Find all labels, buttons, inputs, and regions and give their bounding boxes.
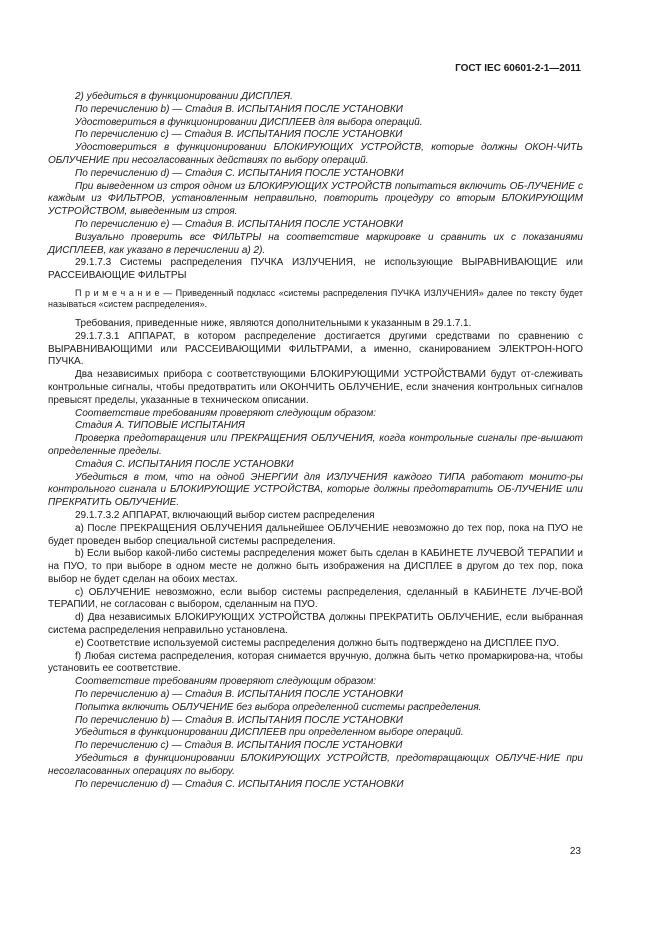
text-paragraph: Соответствие требованиям проверяют следующим образом: bbox=[75, 407, 377, 419]
page-number: 23 bbox=[569, 846, 581, 857]
text-paragraph: Два независимых прибора с соответствующими БЛОКИРУЮЩИМИ УСТРОЙСТВАМИ будут от-слеживать контрольные сигналы, чтобы предотвратить или ОКОНЧИТЬ ОБЛУЧЕНИЕ, если значения контрольных сигналов превысят пределы, указанные в техническом описании. bbox=[48, 369, 583, 406]
text-paragraph: По перечислению с) — Стадия В. ИСПЫТАНИЯ ПОСЛЕ УСТАНОВКИ bbox=[75, 740, 403, 752]
text-paragraph: Удостовериться в функционировании БЛОКИРУЮЩИХ УСТРОЙСТВ, которые должны ОКОН-ЧИТЬ ОБЛУЧЕНИЕ при несогласованных действиях по выбору операций. bbox=[48, 142, 583, 166]
text-paragraph: Проверка предотвращения или ПРЕКРАЩЕНИЯ ОБЛУЧЕНИЯ, когда контрольные сигналы пре-вышают определенные пределы. bbox=[48, 433, 583, 457]
text-paragraph: 2) убедиться в функционировании ДИСПЛЕЯ. bbox=[75, 91, 293, 102]
text-paragraph: Визуально проверить все ФИЛЬТРЫ на соответствие маркировке и сравнить их с показаниями ДИСПЛЕЕВ, как указано в перечислении а) 2). bbox=[48, 231, 583, 256]
text-paragraph: 29.1.7.3.1 АППАРАТ, в котором распределение достигается другими средствами по сравнению с ВЫРАВНИВАЮЩИМИ или РАССЕИВАЮЩИМИ ФИЛЬТРАМИ, а именно, сканированием ЭЛЕКТРОН-НОГО ПУЧКА. bbox=[48, 330, 583, 368]
text-paragraph: f) Любая система распределения, которая снимается вручную, должна быть четко промаркирова-на, чтобы установить ее соответствие. bbox=[48, 650, 583, 675]
text-paragraph: По перечислению d) — Стадия С. ИСПЫТАНИЯ ПОСЛЕ УСТАНОВКИ bbox=[75, 778, 404, 790]
text-paragraph: d) Два независимых БЛОКИРУЮЩИХ УСТРОЙСТВА должны ПРЕКРАТИТЬ ОБЛУЧЕНИЕ, если выбранная система распределения неправильно установлена. bbox=[48, 612, 583, 637]
text-paragraph: Убедиться в функционировании БЛОКИРУЮЩИХ УСТРОЙСТВ, предотвращающих ОБЛУЧЕ-НИЕ при несогласованных операциях по выбору. bbox=[48, 753, 583, 777]
text-paragraph: Стадия А. ТИПОВЫЕ ИСПЫТАНИЯ bbox=[75, 420, 245, 432]
text-paragraph: 29.1.7.3 Системы распределения ПУЧКА ИЗЛУЧЕНИЯ, не использующие ВЫРАВНИВАЮЩИЕ или РАССЕИВАЮЩИЕ ФИЛЬТРЫ bbox=[48, 257, 583, 282]
text-paragraph: 29.1.7.3.2 АППАРАТ, включающий выбор систем распределения bbox=[75, 509, 375, 521]
text-paragraph: По перечислению е) — Стадия В. ИСПЫТАНИЯ ПОСЛЕ УСТАНОВКИ bbox=[75, 218, 403, 230]
text-paragraph: При выведенном из строя одном из БЛОКИРУЮЩИХ УСТРОЙСТВ попытаться включить ОБ-ЛУЧЕНИЕ с каждым из ФИЛЬТРОВ, установленным неправильно, повторить процедуру со вторым БЛОКИРУЮЩИМ УСТРОЙСТВОМ, выведенным из строя. bbox=[48, 180, 583, 218]
text-paragraph: Соответствие требованиям проверяют следующим образом: bbox=[75, 676, 377, 688]
text-paragraph: Убедиться в функционировании ДИСПЛЕЕВ при определенном выборе операций. bbox=[75, 727, 464, 739]
document-code-header: ГОСТ IEC 60601-2-1—2011 bbox=[455, 63, 581, 74]
text-paragraph: а) После ПРЕКРАЩЕНИЯ ОБЛУЧЕНИЯ дальнейшее ОБЛУЧЕНИЕ невозможно до тех пор, пока на ПУО не будет проведен выбор специальной системы распределения. bbox=[48, 522, 583, 547]
text-paragraph: По перечислению d) — Стадия С. ИСПЫТАНИЯ ПОСЛЕ УСТАНОВКИ bbox=[75, 167, 404, 179]
text-paragraph: с) ОБЛУЧЕНИЕ невозможно, если выбор системы распределения, сделанный в КАБИНЕТЕ ЛУЧЕ-ВОЙ ТЕРАПИИ, не согласован с выбором, сделанным на ПУО. bbox=[48, 586, 583, 611]
text-paragraph: Стадия С. ИСПЫТАНИЯ ПОСЛЕ УСТАНОВКИ bbox=[75, 458, 294, 470]
text-paragraph: По перечислению а) — Стадия В. ИСПЫТАНИЯ ПОСЛЕ УСТАНОВКИ bbox=[75, 689, 403, 701]
text-paragraph: По перечислению b) — Стадия В. ИСПЫТАНИЯ ПОСЛЕ УСТАНОВКИ bbox=[75, 103, 403, 115]
text-paragraph: По перечислению b) — Стадия В. ИСПЫТАНИЯ ПОСЛЕ УСТАНОВКИ bbox=[75, 714, 403, 726]
text-paragraph: Удостовериться в функционировании ДИСПЛЕЕВ для выбора операций. bbox=[75, 116, 423, 128]
text-paragraph: Убедиться в том, что на одной ЭНЕРГИИ для ИЗЛУЧЕНИЯ каждого ТИПА работают монито-ры контрольного сигнала и БЛОКИРУЮЩИЕ УСТРОЙСТВА, которые должны предотвратить ОБ-ЛУЧЕНИЕ или ПРЕКРАТИТЬ ОБЛУЧЕНИЕ. bbox=[48, 471, 583, 509]
note-paragraph: П р и м е ч а н и е — Приведенный подкласс «системы распределения ПУЧКА ИЗЛУЧЕНИЯ» далее по тексту будет называться «систем распределения». bbox=[48, 287, 583, 310]
text-paragraph: Требования, приведенные ниже, являются дополнительными к указанным в 29.1.7.1. bbox=[75, 317, 472, 329]
text-paragraph: Попытка включить ОБЛУЧЕНИЕ без выбора определенной системы распределения. bbox=[75, 701, 482, 713]
text-paragraph: е) Соответствие используемой системы распределения должно быть подтверждено на ДИСПЛЕЕ ПУО. bbox=[75, 637, 560, 649]
text-paragraph: b) Если выбор какой-либо системы распределения может быть сделан в КАБИНЕТЕ ЛУЧЕВОЙ ТЕРАПИИ и на ПУО, то при выборе в одном месте не должно быть изображения на ДИСПЛЕЕ в другом до тех пор, пока выбор не будет сделан на обоих местах. bbox=[48, 548, 583, 585]
page-body bbox=[48, 91, 583, 791]
text-paragraph: По перечислению с) — Стадия В. ИСПЫТАНИЯ ПОСЛЕ УСТАНОВКИ bbox=[75, 129, 403, 141]
